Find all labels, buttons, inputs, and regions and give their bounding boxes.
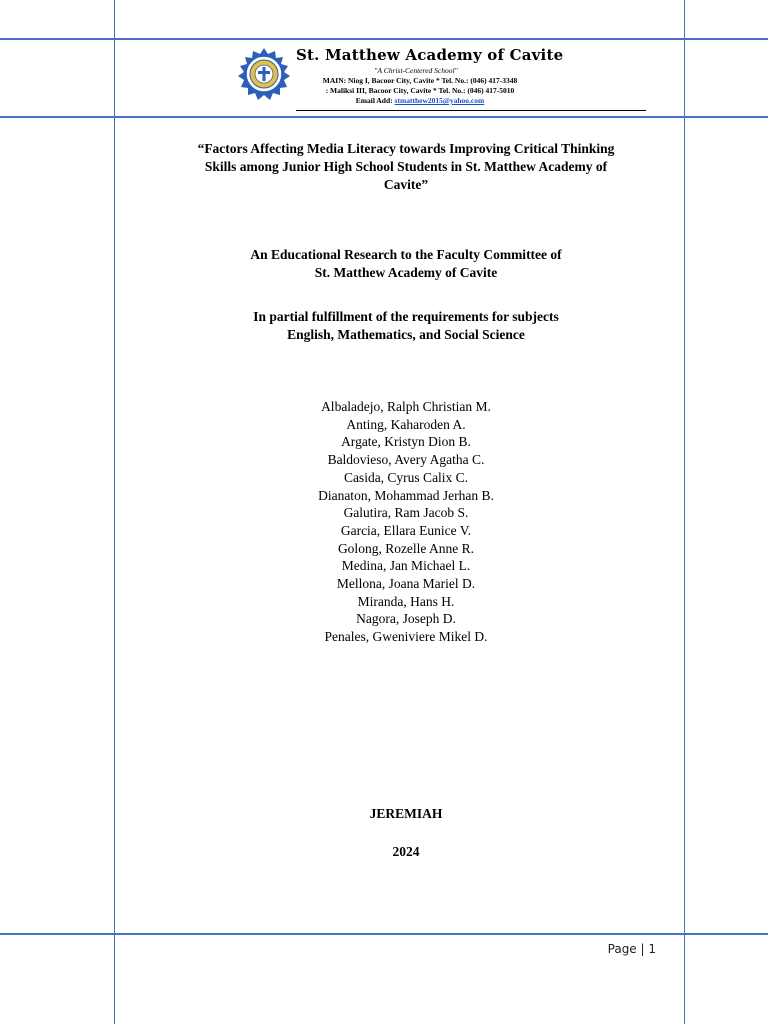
research-line-1: An Educational Research to the Faculty Committee of: [250, 247, 562, 262]
header-rule: [296, 110, 646, 111]
author-name: Garcia, Ellara Eunice V.: [340, 522, 472, 538]
address-branch: : Maliksi III, Bacoor City, Cavite * Tel. No.: (046) 417-5010: [325, 86, 515, 95]
author-name: Mellona, Joana Mariel D.: [336, 576, 476, 592]
page-number: Page | 1: [607, 942, 656, 956]
right-margin-line: [684, 0, 685, 1024]
author-name: Medina, Jan Michael L.: [341, 558, 471, 574]
author-name: Galutira, Ram Jacob S.: [343, 505, 469, 521]
document-header: [238, 44, 648, 114]
school-motto: "A Christ-Centered School": [374, 66, 458, 75]
author-name: Anting, Kaharoden A.: [346, 416, 466, 432]
title-line-2: Skills among Junior High School Students in St. Matthew Academy of: [204, 159, 608, 174]
title-line-3: Cavite”: [383, 177, 429, 192]
email-line: [290, 96, 550, 105]
author-name: Penales, Gweniviere Mikel D.: [324, 629, 488, 645]
research-line-2: St. Matthew Academy of Cavite: [314, 265, 498, 280]
author-list: [150, 398, 662, 646]
email-link[interactable]: stmatthew2015@yahoo.com: [394, 96, 485, 105]
left-margin-line: [114, 0, 115, 1024]
research-title: [150, 140, 662, 194]
author-name: Nagora, Joseph D.: [356, 611, 456, 627]
research-statement: [150, 246, 662, 282]
email-label: Email Add:: [355, 96, 395, 105]
address-main: MAIN: Niog I, Bacoor City, Cavite * Tel. No.: (046) 417-3348: [322, 76, 518, 85]
author-name: Albaladejo, Ralph Christian M.: [321, 399, 491, 414]
author-name: Baldovieso, Avery Agatha C.: [327, 452, 485, 468]
fulfillment-line-1: In partial fulfillment of the requirements for subjects: [253, 309, 559, 324]
author-name: Casida, Cyrus Calix C.: [343, 469, 469, 485]
author-name: Argate, Kristyn Dion B.: [341, 434, 471, 450]
school-seal-icon: [238, 48, 290, 100]
author-name: Golong, Rozelle Anne R.: [337, 540, 475, 556]
header-bottom-line: [0, 116, 768, 118]
top-margin-line: [0, 38, 768, 40]
author-name: Miranda, Hans H.: [357, 593, 455, 609]
fulfillment-line-2: English, Mathematics, and Social Science: [287, 327, 525, 342]
author-name: Dianaton, Mohammad Jerhan B.: [318, 487, 494, 503]
title-line-1: “Factors Affecting Media Literacy towards Improving Critical Thinking: [197, 141, 615, 156]
year: 2024: [392, 844, 420, 859]
footer-top-line: [0, 933, 768, 935]
fulfillment-statement: [150, 308, 662, 344]
school-name: St. Matthew Academy of Cavite: [296, 46, 564, 64]
section-name: JEREMIAH: [369, 806, 443, 821]
